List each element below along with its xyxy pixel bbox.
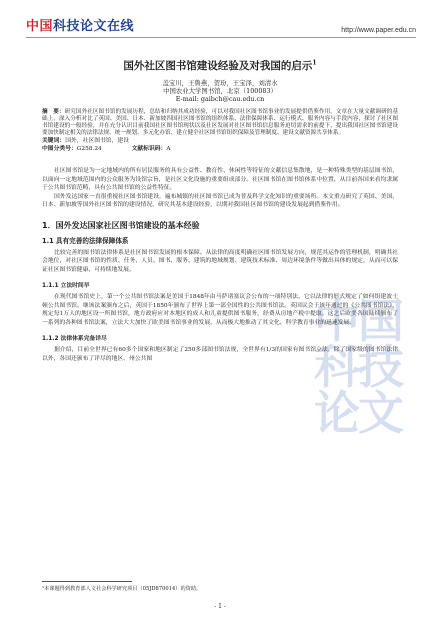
footnote: ¹本课题得到教育部人文社会科学研究项目（05JD870014）的资助。 [42, 586, 202, 592]
paragraph-1-1: 比较完善的图书馆法律体系是社区图书馆发展的根本保障。从法律的高度明确社区图书馆发展方向，规范其运作的管理机制，明确其社会地位，对社区图书馆的性质、任务、人员、图书、服务、建筑的地域规划、建筑技术标准、周边环境条件等做出具体的规定，从而可以保证社区图书馆健康、可持续地发展。 [42, 249, 398, 273]
title-footnote-mark: 1 [312, 59, 317, 67]
cls-label: 中图分类号： [42, 146, 77, 153]
keywords-label: 关键词： [42, 138, 66, 145]
site-header [26, 14, 416, 34]
header-divider [26, 37, 416, 38]
watermark: 中国 科技 论文 [314, 294, 402, 440]
classification-line [42, 145, 398, 153]
page-number: - 1 - [214, 603, 226, 610]
article-body [42, 167, 398, 363]
abstract-text: 研究国外社区图书馆的发展历程，总结和归纳其成功经验，可以对我国社区图书馆事业的发展提供借鉴作用。文章在大量文献调研的基础上，深入分析对比了英国、美国、日本、新加坡四国社区图书馆的组织体系、法律保障体系、运行模式、服务内容与手段内容，探讨了社区图书馆建设的一般经验，并在充分认识目前我国社区图书馆现状以及社区发展对社区图书馆信息服务迫切需求的前提下，提出我国社区图书馆建设要加快制定相关的法律法规、统一规划、多元化办馆、建立健全社区图书馆组织保障及管理制度、建设文献资源共享体系。 [42, 109, 398, 137]
intro-paragraph-2: 国外发达国家一直很重视社区图书馆建设，遍布城镇的社区图书馆已成为普及科学文化知识的重要场所。本文重点研究了英国、美国、日本、新加坡等国外社区图书馆的建设情况，研究其基本建设经验，以期对我国社区图书馆的建设发展起到借鉴作用。 [42, 193, 398, 209]
intro-paragraph-1: 社区图书馆是为一定地域内的所有居民服务的具有公益性、教育性、休闲性等特征的文献信息集散地，是一种特殊类型的基层图书馆，以面向一定地域范围内的公众服务为设馆宗旨，是社区文化设施的重要组成部分。社区图书馆在图书馆体系中位置，从目前各国来看均隶属于公共图书馆范畴，具有公共图书馆的公益性特征。 [42, 168, 398, 192]
subsection-heading-1-1: 1.1 具有完善的法律保障体系 [42, 236, 129, 245]
site-url[interactable]: http://www.paper.edu.cn [341, 27, 416, 34]
author-email[interactable]: E-mail: gaibch@cau.edu.cn [175, 95, 265, 103]
affiliation: 中国农业大学图书馆，北京（100083） [163, 87, 277, 95]
paragraph-1-1-1: 在现代图书馆史上，第一个公共图书馆法案是美国于1848年由马萨诸塞议会公布的一项特别法，它以法律的形式规定了如何组建波士顿公共图书馆。继该法案颁布之后，英国于1850年颁布了世界上第一部全国性的公共图书馆法。英国议会于该年通过的《公共图书馆法》，规定每1万人的地区设一所图书馆，地方政府应对本地区的成人和儿童提供图书服务，经费从房地产税中提取。这之后欧美各国陆续颁布了一系列的各种图书馆法案，立法大大加快了欧美图书馆事业的发展，从而极大地推动了其文化、科学教育事业的迅速发展。 [42, 294, 398, 326]
keywords-text: 国外，社区图书馆，建设 [65, 138, 129, 145]
section-heading-1: 1．国外发达国家社区图书馆建设的基本经验 [42, 220, 200, 230]
footnote-divider [42, 581, 132, 582]
paragraph-1-1-2: 据介绍，目前全世界已有60多个国家和地区制定了250多部图书馆法规，全世界有1/3的国家有图书馆立法。除了国家级的图书馆法律以外，各国还颁布了详尽的地区、州公共图 [42, 347, 398, 362]
subsubsection-heading-1-1-1: 1.1.1 立法时间早 [42, 283, 90, 290]
cls-value: G258.24 [76, 146, 102, 153]
doc-code-value: A [166, 146, 171, 153]
keywords [42, 137, 398, 145]
site-logo[interactable]: 中国科技论文在线 [26, 19, 135, 34]
author-list: 盖宝川，王鲁燕，贺玢，王宝泽，刘清水 [162, 79, 278, 87]
subsubsection-heading-1-1-2: 1.1.2 法律体系完备详尽 [42, 336, 107, 343]
article [42, 58, 398, 363]
abstract [42, 109, 398, 137]
doc-code-label: 文献标识码： [131, 146, 167, 153]
abstract-label: 摘 要： [42, 109, 65, 115]
paper-title: 国外社区图书馆建设经验及对我国的启示$^1$ [123, 59, 317, 72]
